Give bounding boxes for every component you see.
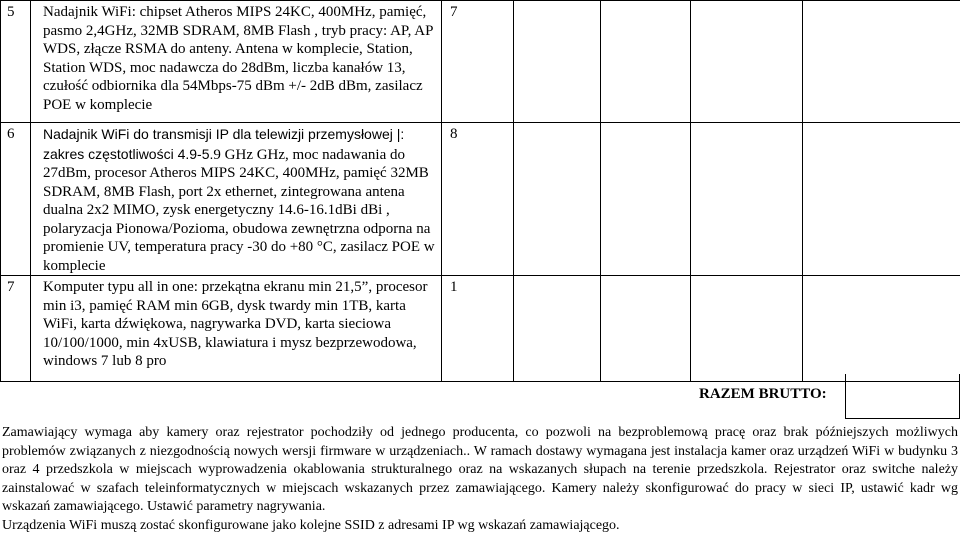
empty-cell [601,276,691,382]
item-description: Nadajnik WiFi: chipset Atheros MIPS 24KC, 400MHz, pamięć, pasmo 2,4GHz, 32MB SDRAM, 8MB Flash , tryb pracy: AP, AP WDS, złącze RSMA do anteny. Antena w komplecie, Station, Station WDS, moc nadawcza do 28dBm, liczba kanałów 13, czułość odbiornika dla 54Mbps-75 dBm +/- 2dB dBm, zasilacz POE w komplecie [31,1,442,123]
notes-paragraph: Zamawiający wymaga aby kamery oraz rejestrator pochodziły od jednego producenta, co pozwoli na bezproblemową pracę oraz brak późniejszych możliwych problemów związanych z niezgodnością nowych wersji firmware w urządzeniach.. W ramach dostawy wymagana jest instalacja kamer oraz urządzeń WiFi w budynku 3 oraz 4 przedszkola w miejscach wyprowadzenia okablowania strukturalnego oraz na wskazanych słupach na terenie przedszkola. Rejestrator oraz switche należy zainstalować w szafach teleinformatycznych w miejscach wskazanych przez zamawiającego. Kamery należy skonfigurować do pracy w sieci IP, ustawić kadr wg wskazań zamawiającego. Ustawić parametry nagrywania. [2,424,958,517]
table-row [1,1,960,123]
item-description [31,123,442,276]
empty-cell [803,276,960,382]
empty-cell [803,1,960,123]
empty-cell [691,123,803,276]
empty-cell [691,276,803,382]
item-quantity: 7 [442,1,514,123]
row-number: 7 [1,276,31,382]
requirements-notes [2,424,958,535]
item-quantity: 1 [442,276,514,382]
empty-cell [514,276,601,382]
item-description-sans: Nadajnik WiFi do transmisji IP dla telewizji przemysłowej |: zakres częstotliwości 4.9-5. [43,126,404,162]
item-description-serif: 9 GHz GHz, moc nadawania do 27dBm, procesor Atheros MIPS 24KC, 400MHz, pamięć 32MB SDRAM, 8MB Flash, port 2x ethernet, zintegrowana antena dualna 2x2 MIMO, zysk energetyczny 14.6-16.1dBi dBi , polaryzacja Pionowa/Pozioma, obudowa zewnętrzna odporna na promienie UV, temperatura pracy -30 do +80 °C, zasilacz POE w komplecie [43,147,435,274]
empty-cell [691,1,803,123]
table-row [1,276,960,382]
empty-cell [514,1,601,123]
table-row [1,123,960,276]
empty-cell [514,123,601,276]
empty-cell [601,123,691,276]
notes-paragraph: Urządzenia WiFi muszą zostać skonfigurowane jako kolejne SSID z adresami IP wg wskazań zamawiającego. [2,517,958,535]
total-value-box [845,374,960,419]
item-quantity: 8 [442,123,514,276]
row-number: 5 [1,1,31,123]
item-description: Komputer typu all in one: przekątna ekranu min 21,5”, procesor min i3, pamięć RAM min 6GB, dysk twardy min 1TB, karta WiFi, karta dźwiękowa, nagrywarka DVD, karta sieciowa 10/100/1000, min 4xUSB, klawiatura i mysz bezprzewodowa, windows 7 lub 8 pro [31,276,442,382]
row-number: 6 [1,123,31,276]
empty-cell [601,1,691,123]
empty-cell [803,123,960,276]
total-label: RAZEM BRUTTO: [699,386,827,403]
